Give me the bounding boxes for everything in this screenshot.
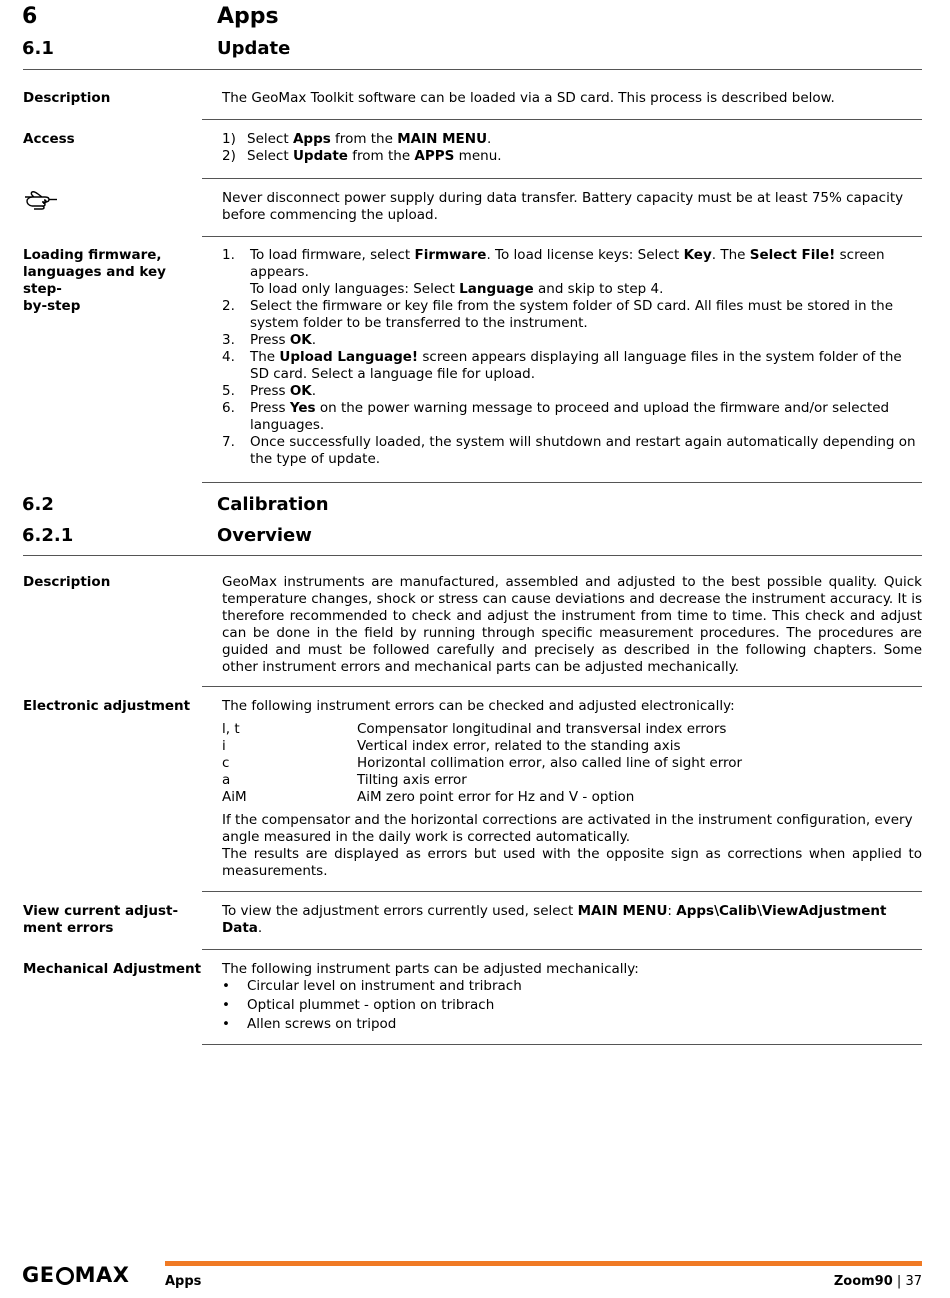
divider (202, 686, 922, 687)
mechanical-adjustment (222, 961, 922, 1035)
mechanical-label: Mechanical Adjustment (23, 961, 202, 977)
chapter-number: 6 (22, 4, 38, 29)
footer-section: Apps (165, 1274, 202, 1289)
update-note: Never disconnect power supply during data transfer. Battery capacity must be at least 75% capacity before commencing the upload. (222, 190, 904, 223)
table-row: l, t Compensator longitudinal and transversal index errors (222, 721, 727, 737)
divider (202, 1044, 922, 1045)
section-number: 6.1 (22, 38, 54, 59)
subsection-number: 6.2.1 (22, 525, 74, 546)
divider (202, 949, 922, 950)
description-label: Description (23, 574, 111, 590)
mechanical-intro: The following instrument parts can be adjusted mechanically: (222, 961, 639, 977)
pointing-hand-icon (23, 190, 59, 214)
subsection-title: Overview (217, 525, 312, 546)
geomax-logo: GE MAX (22, 1263, 130, 1287)
list-item: 5. Press OK. (222, 383, 317, 399)
divider (23, 69, 922, 70)
electronic-label: Electronic adjustment (23, 698, 191, 714)
divider (23, 555, 922, 556)
error-table (222, 721, 742, 806)
chapter-title: Apps (217, 4, 279, 29)
list-item: 4. The Upload Language! screen appears displaying all language files in the system folder of the SD card. Select a language file for upload. (222, 349, 902, 382)
table-row: i Vertical index error, related to the standing axis (222, 738, 681, 754)
divider (202, 119, 922, 120)
description-label: Description (23, 90, 111, 106)
list-item: 3. Press OK. (222, 332, 317, 348)
access-steps (222, 131, 922, 165)
divider (202, 891, 922, 892)
list-item: • Circular level on instrument and tribrach (222, 978, 522, 994)
view-instructions: To view the adjustment errors currently used, select MAIN MENU: Apps\Calib\ViewAdjustment Data. (222, 903, 887, 936)
list-item: 2. Select the firmware or key file from the system folder of SD card. All files must be stored in the system folder to be transferred to the instrument. (222, 298, 894, 331)
divider (202, 482, 922, 483)
section-title: Update (217, 38, 291, 59)
update-description: The GeoMax Toolkit software can be loaded via a SD card. This process is described below. (222, 90, 835, 106)
section-title: Calibration (217, 494, 329, 515)
list-item: 7. Once successfully loaded, the system will shutdown and restart again automatically depending on the type of update. (222, 434, 916, 467)
table-row: a Tilting axis error (222, 772, 467, 788)
list-item: 2) Select Update from the APPS menu. (222, 148, 502, 164)
calibration-description: GeoMax instruments are manufactured, assembled and adjusted to the best possible quality. Quick temperature changes, shock or stress can cause deviations and decrease the instrument accuracy. It is therefore recommended to check and adjust the instrument from time to time. This check and adjust can be done in the field by running through specific measurement procedures. The procedures are guided and must be followed carefully and precisely as described in the following chapters. Some other instrument errors and mechanical parts can be adjusted mechanically. (222, 574, 922, 675)
table-row: c Horizontal collimation error, also called line of sight error (222, 755, 743, 771)
list-item: 1. To load firmware, select Firmware. To load license keys: Select Key. The Select File! screen appears. To load only languages: Select Language and skip to step 4. (222, 247, 885, 297)
electronic-paragraph: The results are displayed as errors but used with the opposite sign as corrections when applied to measurements. (222, 846, 922, 879)
divider (202, 236, 922, 237)
electronic-intro: The following instrument errors can be checked and adjusted electronically: (222, 698, 735, 714)
update-steps (222, 247, 922, 468)
list-item: • Allen screws on tripod (222, 1016, 397, 1032)
list-item: • Optical plummet - option on tribrach (222, 997, 495, 1013)
electronic-adjustment (222, 698, 922, 880)
divider (202, 178, 922, 179)
list-item: 6. Press Yes on the power warning message to proceed and upload the firmware and/or selected languages. (222, 400, 890, 433)
access-label: Access (23, 131, 75, 147)
footer-accent-bar (165, 1261, 922, 1266)
footer-page-info: Zoom90 | 37 (833, 1274, 922, 1289)
steps-label: Loading firmware, languages and key step- by-step (23, 247, 166, 314)
table-row: AiM AiM zero point error for Hz and V - option (222, 789, 635, 805)
list-item: 1) Select Apps from the MAIN MENU. (222, 131, 492, 147)
electronic-paragraph: If the compensator and the horizontal corrections are activated in the instrument configuration, every angle measured in the daily work is corrected automatically. (222, 812, 913, 845)
view-label: View current adjust- ment errors (23, 903, 179, 936)
section-number: 6.2 (22, 494, 54, 515)
